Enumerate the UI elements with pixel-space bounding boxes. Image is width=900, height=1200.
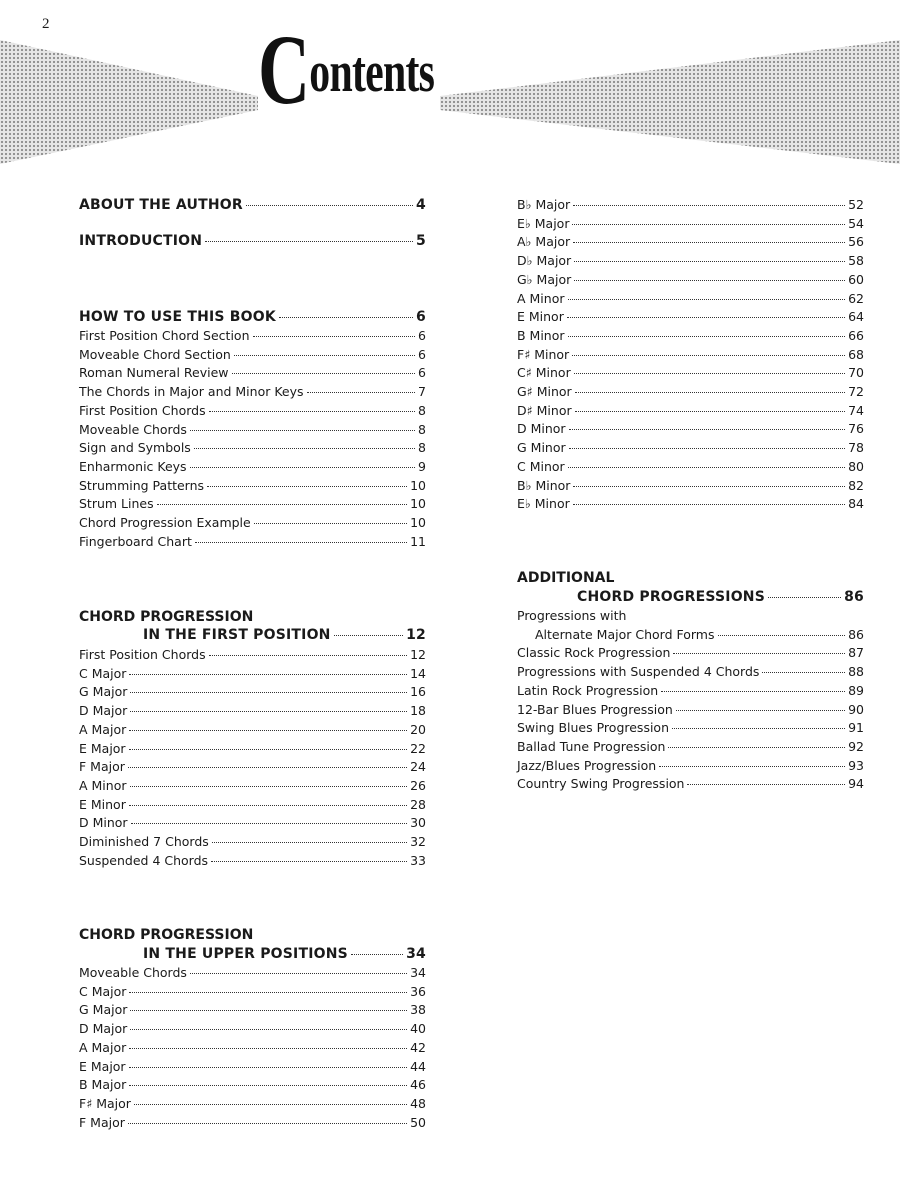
leader-dots <box>190 467 415 468</box>
leader-dots <box>661 691 845 692</box>
toc-entry-page: 89 <box>848 682 864 698</box>
toc-entry <box>79 534 426 549</box>
toc-entry-label: Diminished 7 Chords <box>79 834 209 849</box>
leader-dots <box>676 710 845 711</box>
toc-entry-page: 6 <box>418 328 426 343</box>
toc-entry-label: Moveable Chords <box>79 421 187 437</box>
toc-entry-label: IN THE FIRST POSITION <box>143 627 331 643</box>
toc-entry <box>79 309 426 325</box>
leader-dots <box>129 730 407 731</box>
toc-entry <box>517 328 864 343</box>
toc-entry-label: A Major <box>79 721 127 737</box>
toc-entry-label: B Major <box>79 1077 127 1093</box>
toc-entry-label: First Position Chords <box>79 647 206 662</box>
toc-entry <box>79 515 426 530</box>
toc-entry <box>79 703 426 718</box>
toc-entry-label: INTRODUCTION <box>79 233 203 249</box>
leader-dots <box>659 766 845 767</box>
toc-entry <box>79 496 426 511</box>
toc-entry <box>517 608 864 623</box>
toc-entry-page: 5 <box>416 233 426 249</box>
toc-entry <box>517 440 864 455</box>
toc-entry-page: 10 <box>410 515 426 530</box>
leader-dots <box>128 767 407 768</box>
toc-entry-label: Alternate Major Chord Forms <box>535 626 715 642</box>
leader-dots <box>194 448 415 449</box>
toc-entry-page: 80 <box>848 458 864 474</box>
toc-entry-page: 34 <box>406 946 426 962</box>
toc-entry-label: F♯ Minor <box>517 346 570 362</box>
toc-entry-label: D Minor <box>79 815 128 831</box>
leader-dots <box>131 823 408 824</box>
toc-entry-label: D♭ Major <box>517 253 572 269</box>
toc-entry-page: 30 <box>410 815 426 831</box>
toc-entry-label: Latin Rock Progression <box>517 682 659 698</box>
toc-entry-page: 9 <box>418 458 426 474</box>
leader-dots <box>128 1123 407 1124</box>
leader-dots <box>573 504 845 505</box>
leader-dots <box>212 842 407 843</box>
toc-entry <box>79 984 426 999</box>
toc-entry <box>79 1040 426 1055</box>
leader-dots <box>129 805 407 806</box>
toc-entry <box>79 1077 426 1092</box>
toc-entry-label: G♭ Major <box>517 271 572 287</box>
toc-entry <box>79 853 426 868</box>
toc-entry <box>79 815 426 830</box>
toc-entry-label: E♭ Major <box>517 215 570 231</box>
toc-entry-label: Moveable Chord Section <box>79 346 231 362</box>
toc-entry-page: 93 <box>848 757 864 773</box>
toc-entry <box>79 722 426 737</box>
leader-dots <box>129 749 408 750</box>
toc-entry <box>79 759 426 774</box>
toc-entry <box>517 216 864 231</box>
toc-entry-page: 70 <box>848 365 864 381</box>
leader-dots <box>568 467 845 468</box>
toc-entry-label: D Major <box>79 1021 128 1037</box>
leader-dots <box>334 635 404 636</box>
leader-dots <box>129 992 407 993</box>
toc-entry <box>517 683 864 698</box>
toc-entry-page: 38 <box>410 1002 426 1018</box>
toc-entry-label: 12-Bar Blues Progression <box>517 701 673 717</box>
leader-dots <box>129 1085 407 1086</box>
toc-entry <box>79 741 426 756</box>
toc-entry <box>79 197 426 213</box>
toc-entry-label: Enharmonic Keys <box>79 458 187 474</box>
leader-dots <box>573 486 845 487</box>
toc-entry-page: 32 <box>410 834 426 849</box>
toc-entry-page: 8 <box>418 440 426 456</box>
toc-entry <box>79 403 426 418</box>
toc-entry-page: 54 <box>848 215 864 231</box>
toc-entry <box>79 422 426 437</box>
toc-entry-page: 8 <box>418 421 426 437</box>
leader-dots <box>672 728 845 729</box>
toc-entry-label: E♭ Minor <box>517 496 570 512</box>
toc-entry <box>517 496 864 511</box>
leader-dots <box>567 317 845 318</box>
toc-entry-page: 82 <box>848 477 864 493</box>
toc-entry-label: First Position Chords <box>79 402 206 418</box>
toc-entry <box>517 234 864 249</box>
toc-entry <box>517 459 864 474</box>
leader-dots <box>195 542 407 543</box>
leader-dots <box>569 448 845 449</box>
leader-dots <box>279 317 413 318</box>
toc-entry-label: Ballad Tune Progression <box>517 738 666 754</box>
section-heading: CHORD PROGRESSION <box>79 609 254 625</box>
toc-entry <box>517 720 864 735</box>
toc-entry-label: E Minor <box>517 309 564 325</box>
toc-entry <box>517 421 864 436</box>
toc-entry-label: G Minor <box>517 440 566 456</box>
toc-entry-label: Roman Numeral Review <box>79 365 229 381</box>
toc-entry <box>79 1002 426 1017</box>
leader-dots <box>768 597 841 598</box>
leader-dots <box>129 674 407 675</box>
toc-entry <box>79 459 426 474</box>
toc-entry-label: CHORD PROGRESSIONS <box>577 589 765 605</box>
toc-entry-page: 8 <box>418 402 426 418</box>
toc-entry-page: 28 <box>410 796 426 812</box>
toc-entry-page: 6 <box>416 309 426 325</box>
leader-dots <box>568 336 846 337</box>
toc-entry-label: Progressions with Suspended 4 Chords <box>517 664 760 680</box>
toc-entry-page: 56 <box>848 234 864 250</box>
toc-entry <box>143 946 426 962</box>
leader-dots <box>687 784 845 785</box>
toc-entry-page: 10 <box>410 496 426 512</box>
toc-entry-page: 44 <box>410 1058 426 1074</box>
toc-entry <box>517 309 864 324</box>
leader-dots <box>575 411 845 412</box>
leader-dots <box>673 653 845 654</box>
toc-entry <box>517 758 864 773</box>
leader-dots <box>211 861 407 862</box>
leader-dots <box>130 786 408 787</box>
toc-entry-label: A Major <box>79 1039 127 1055</box>
leader-dots <box>190 430 415 431</box>
toc-entry-label: E Major <box>79 740 126 756</box>
toc-entry-label: Chord Progression Example <box>79 515 251 530</box>
toc-entry-page: 48 <box>410 1095 426 1111</box>
toc-entry-page: 90 <box>848 701 864 717</box>
leader-dots <box>574 280 845 281</box>
toc-entry-page: 20 <box>410 721 426 737</box>
toc-entry-label: Suspended 4 Chords <box>79 852 209 868</box>
leader-dots <box>568 299 846 300</box>
leader-dots <box>574 373 845 374</box>
toc-entry-page: 4 <box>416 197 426 213</box>
toc-entry-label: F♯ Major <box>79 1095 131 1111</box>
toc-entry <box>517 478 864 493</box>
toc-entry <box>79 1059 426 1074</box>
toc-entry-label: C Major <box>79 983 127 999</box>
toc-entry <box>577 589 864 605</box>
toc-entry <box>517 776 864 791</box>
title-banner <box>0 40 900 164</box>
toc-entry-page: 26 <box>410 777 426 793</box>
toc-entry-label: F Major <box>79 759 125 775</box>
leader-dots <box>134 1104 407 1105</box>
leader-dots <box>575 392 845 393</box>
leader-dots <box>234 355 415 356</box>
leader-dots <box>209 411 415 412</box>
toc-entry-label: E Major <box>79 1058 126 1074</box>
toc-entry <box>79 778 426 793</box>
toc-entry <box>517 739 864 754</box>
leader-dots <box>130 692 407 693</box>
toc-entry <box>517 272 864 287</box>
toc-entry-label: First Position Chord Section <box>79 328 250 343</box>
toc-entry-label: B Minor <box>517 327 565 343</box>
toc-entry-label: Sign and Symbols <box>79 440 191 456</box>
leader-dots <box>157 504 407 505</box>
toc-entry-page: 33 <box>410 852 426 868</box>
toc-entry-page: 74 <box>848 402 864 418</box>
toc-entry-label: Jazz/Blues Progression <box>517 757 657 773</box>
toc-entry-label: C Minor <box>517 458 565 474</box>
toc-entry <box>79 834 426 849</box>
toc-entry <box>79 965 426 980</box>
toc-entry-label: G Major <box>79 1002 128 1018</box>
toc-entry-page: 11 <box>410 533 426 549</box>
leader-dots <box>253 336 416 337</box>
toc-entry-label: A Minor <box>517 290 565 306</box>
toc-entry-page: 88 <box>848 664 864 680</box>
toc-entry-page: 6 <box>418 346 426 362</box>
toc-entry-label: Strumming Patterns <box>79 477 205 493</box>
toc-entry <box>517 384 864 399</box>
toc-entry-label: D Major <box>79 703 128 719</box>
toc-entry-page: 12 <box>406 627 426 643</box>
toc-entry <box>143 627 426 643</box>
toc-entry-page: 36 <box>410 983 426 999</box>
toc-entry <box>79 647 426 662</box>
toc-entry <box>517 347 864 362</box>
leader-dots <box>762 672 845 673</box>
toc-entry-page: 86 <box>844 589 864 605</box>
leader-dots <box>307 392 416 393</box>
toc-entry <box>517 403 864 418</box>
toc-entry-label: G Major <box>79 684 128 700</box>
toc-entry-page: 64 <box>848 309 864 325</box>
toc-entry <box>79 440 426 455</box>
toc-entry <box>517 253 864 268</box>
toc-entry-page: 68 <box>848 346 864 362</box>
page-number: 2 <box>42 16 50 32</box>
leader-dots <box>130 1029 407 1030</box>
toc-entry-label: HOW TO USE THIS BOOK <box>79 309 276 325</box>
toc-entry-label: D♯ Minor <box>517 402 572 418</box>
toc-entry-label: C Major <box>79 665 127 681</box>
toc-entry <box>79 1115 426 1130</box>
toc-entry-page: 6 <box>418 365 426 381</box>
leader-dots <box>130 711 407 712</box>
toc-entry <box>517 664 864 679</box>
toc-entry <box>517 645 864 660</box>
toc-entry <box>79 347 426 362</box>
toc-entry <box>535 627 864 642</box>
toc-entry-label: The Chords in Major and Minor Keys <box>79 384 304 400</box>
leader-dots <box>190 973 407 974</box>
leader-dots <box>718 635 846 636</box>
toc-entry-label: B♭ Minor <box>517 477 571 493</box>
leader-dots <box>573 205 845 206</box>
toc-entry-label: A♭ Major <box>517 234 571 250</box>
leader-dots <box>207 486 407 487</box>
toc-entry <box>79 384 426 399</box>
leader-dots <box>232 373 416 374</box>
toc-entry <box>517 197 864 212</box>
toc-entry-label: Progressions with <box>517 608 627 623</box>
leader-dots <box>574 261 845 262</box>
leader-dots <box>351 954 403 955</box>
toc-entry-label: Strum Lines <box>79 496 154 512</box>
toc-entry-page: 10 <box>410 477 426 493</box>
toc-entry-page: 50 <box>410 1114 426 1130</box>
toc-entry-label: Swing Blues Progression <box>517 720 669 736</box>
toc-entry-page: 62 <box>848 290 864 306</box>
toc-entry-page: 14 <box>410 665 426 681</box>
toc-entry-page: 24 <box>410 759 426 775</box>
toc-entry-page: 66 <box>848 327 864 343</box>
toc-entry-page: 16 <box>410 684 426 700</box>
toc-entry-label: Classic Rock Progression <box>517 645 671 661</box>
toc-entry-label: Country Swing Progression <box>517 776 685 792</box>
toc-entry-label: IN THE UPPER POSITIONS <box>143 946 348 962</box>
toc-entry-label: Fingerboard Chart <box>79 533 192 549</box>
toc-entry-page: 92 <box>848 738 864 754</box>
toc-entry-page: 76 <box>848 421 864 437</box>
toc-entry <box>517 702 864 717</box>
toc-entry-label: E Minor <box>79 796 126 812</box>
leader-dots <box>572 355 845 356</box>
toc-entry-label: ABOUT THE AUTHOR <box>79 197 243 213</box>
toc-entry-page: 52 <box>848 197 864 212</box>
toc-entry-page: 60 <box>848 271 864 287</box>
toc-entry <box>79 328 426 343</box>
leader-dots <box>572 224 845 225</box>
toc-entry <box>517 291 864 306</box>
toc-entry-label: A Minor <box>79 777 127 793</box>
toc-entry-label: G♯ Minor <box>517 384 572 399</box>
leader-dots <box>573 242 845 243</box>
toc-entry <box>79 666 426 681</box>
leader-dots <box>129 1067 408 1068</box>
toc-entry-label: C♯ Minor <box>517 365 571 381</box>
toc-entry-page: 94 <box>848 776 864 792</box>
toc-entry-page: 86 <box>848 626 864 642</box>
toc-entry-page: 40 <box>410 1021 426 1037</box>
leader-dots <box>246 205 413 206</box>
toc-entry <box>79 1021 426 1036</box>
toc-entry-page: 87 <box>848 645 864 661</box>
toc-entry-page: 42 <box>410 1039 426 1055</box>
page-title: Contents <box>258 14 435 125</box>
leader-dots <box>205 241 413 242</box>
toc-entry-page: 7 <box>418 384 426 400</box>
leader-dots <box>668 747 845 748</box>
toc-entry-label: Moveable Chords <box>79 965 187 980</box>
toc-entry-page: 91 <box>848 720 864 736</box>
toc-entry <box>79 233 426 249</box>
leader-dots <box>209 655 408 656</box>
toc-entry <box>79 797 426 812</box>
leader-dots <box>130 1010 407 1011</box>
section-heading: ADDITIONAL <box>517 570 615 586</box>
toc-entry-label: F Major <box>79 1114 125 1130</box>
section-heading: CHORD PROGRESSION <box>79 927 254 943</box>
leader-dots <box>569 429 846 430</box>
toc-entry <box>79 1096 426 1111</box>
toc-entry-page: 18 <box>410 703 426 719</box>
leader-dots <box>129 1048 407 1049</box>
toc-entry-page: 58 <box>848 253 864 269</box>
toc-entry-page: 46 <box>410 1077 426 1093</box>
toc-entry-page: 72 <box>848 384 864 399</box>
toc-entry-page: 34 <box>410 965 426 980</box>
toc-entry <box>79 684 426 699</box>
toc-entry-label: D Minor <box>517 421 566 437</box>
toc-entry-page: 84 <box>848 496 864 512</box>
toc-entry <box>79 365 426 380</box>
toc-entry <box>517 365 864 380</box>
toc-entry-label: B♭ Major <box>517 197 571 212</box>
leader-dots <box>254 523 407 524</box>
toc-entry-page: 78 <box>848 440 864 456</box>
toc-entry-page: 22 <box>410 740 426 756</box>
toc-entry <box>79 478 426 493</box>
toc-entry-page: 12 <box>410 647 426 662</box>
